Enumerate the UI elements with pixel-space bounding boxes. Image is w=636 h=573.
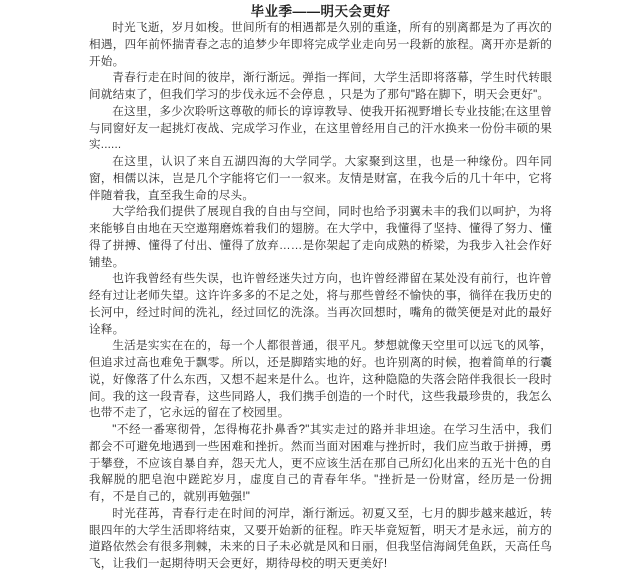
paragraph-5: 大学给我们提供了展现自我的自由与空间，同时也给予羽翼未丰的我们以呵护，为将来能够自由地在天空遨翔磨炼着我们的翅膀。在大学中，我懂得了坚持、懂得了努力、懂得了拼搏、懂得了付出、懂得了放弃……是你架起了走向成熟的桥梁，为我步入社会作好铺垫。 (89, 205, 552, 269)
paragraph-4: 在这里，认识了来自五湖四海的大学同学。大家聚到这里，也是一种缘份。四年同窗，相儒以沫，岂是几个字能将它们一一叙来。友情是财富，在我今后的几十年中，它将伴随着我，直至我生命的尽头。 (89, 155, 552, 202)
paragraph-2: 青春行走在时间的彼岸，渐行渐远。弹指一挥间，大学生活即将落幕，学生时代转眼间就结束了，但我们学习的步伐永远不会停息 ，只是为了那句"路在脚下，明天会更好"。 (89, 71, 552, 101)
document-title: 毕业季——明天会更好 (250, 4, 391, 19)
paragraph-1: 时光飞逝，岁月如梭。世间所有的相遇都是久别的重逢，所有的别离都是为了再次的相遇，四年前怀揣青春之志的追梦少年即将完成学业走向另一段新的旅程。离开亦是新的开始。 (89, 21, 552, 68)
paragraph-3: 在这里，多少次聆听这尊敬的师长的谆谆教导、使我开拓视野增长专业技能;在这里曾与同窗好友一起挑灯夜战、完成学习作业，在这里曾经用自己的汗水换来一份份丰硕的果实...... (89, 104, 552, 152)
paragraph-8: "不经一番寒彻骨，怎得梅花扑鼻香?"其实走过的路并非坦途。在学习生活中，我们都会不可避免地遇到一些困难和挫折。然而当面对困难与挫折时，我们应当敢于拼搏，勇于攀登，不应该自暴自弃，怨天尤人，更不应该生活在那自己所幻化出来的五光十色的自我解脱的肥皂泡中蹉跎岁月，虚度自己的青春年华。"挫折是一份财富，经历是一份拥有，不是自己的，就别再勉强!" (89, 423, 552, 503)
paragraph-6: 也许我曾经有些失误，也许曾经迷失过方向，也许曾经滞留在某处没有前行，也许曾经有过让老师失望。这许许多多的不足之处，将与那些曾经不愉快的事，徜徉在我历史的长河中，经过时间的洗礼，经过回忆的洗涤。当再次回想时，嘴角的微笑便是对此的最好诠释。 (89, 272, 552, 336)
paragraph-9: 时光荏苒，青春行走在时间的河岸，渐行渐远。初夏又至，七月的脚步越来越近，转眼四年的大学生活即将结束，又要开始新的征程。昨天毕竟短暂，明天才是永远，前方的道路依然会有很多荆棘，未来的日子未必就是风和日丽，但我坚信海阔凭鱼跃，天高任鸟飞，让我们一起期待明天会更好，期待母校的明天更美好! (89, 506, 552, 570)
paragraph-7: 生活是实实在在的，每一个人都很普通，很平凡。梦想就像天空里可以远飞的风筝，但追求过高也难免于飘零。所以，还是脚踏实地的好。也许别离的时候，抱着简单的行囊说，好像落了什么东西，又想不起来是什么。也许，这种隐隐的失落会陪伴我很长一段时间。我的这一段青春，这些同路人，我们携手创造的一个时代，这些我最珍贵的，我怎么也带不走了，它永远的留在了校园里。 (89, 339, 552, 420)
document-body (89, 20, 552, 573)
